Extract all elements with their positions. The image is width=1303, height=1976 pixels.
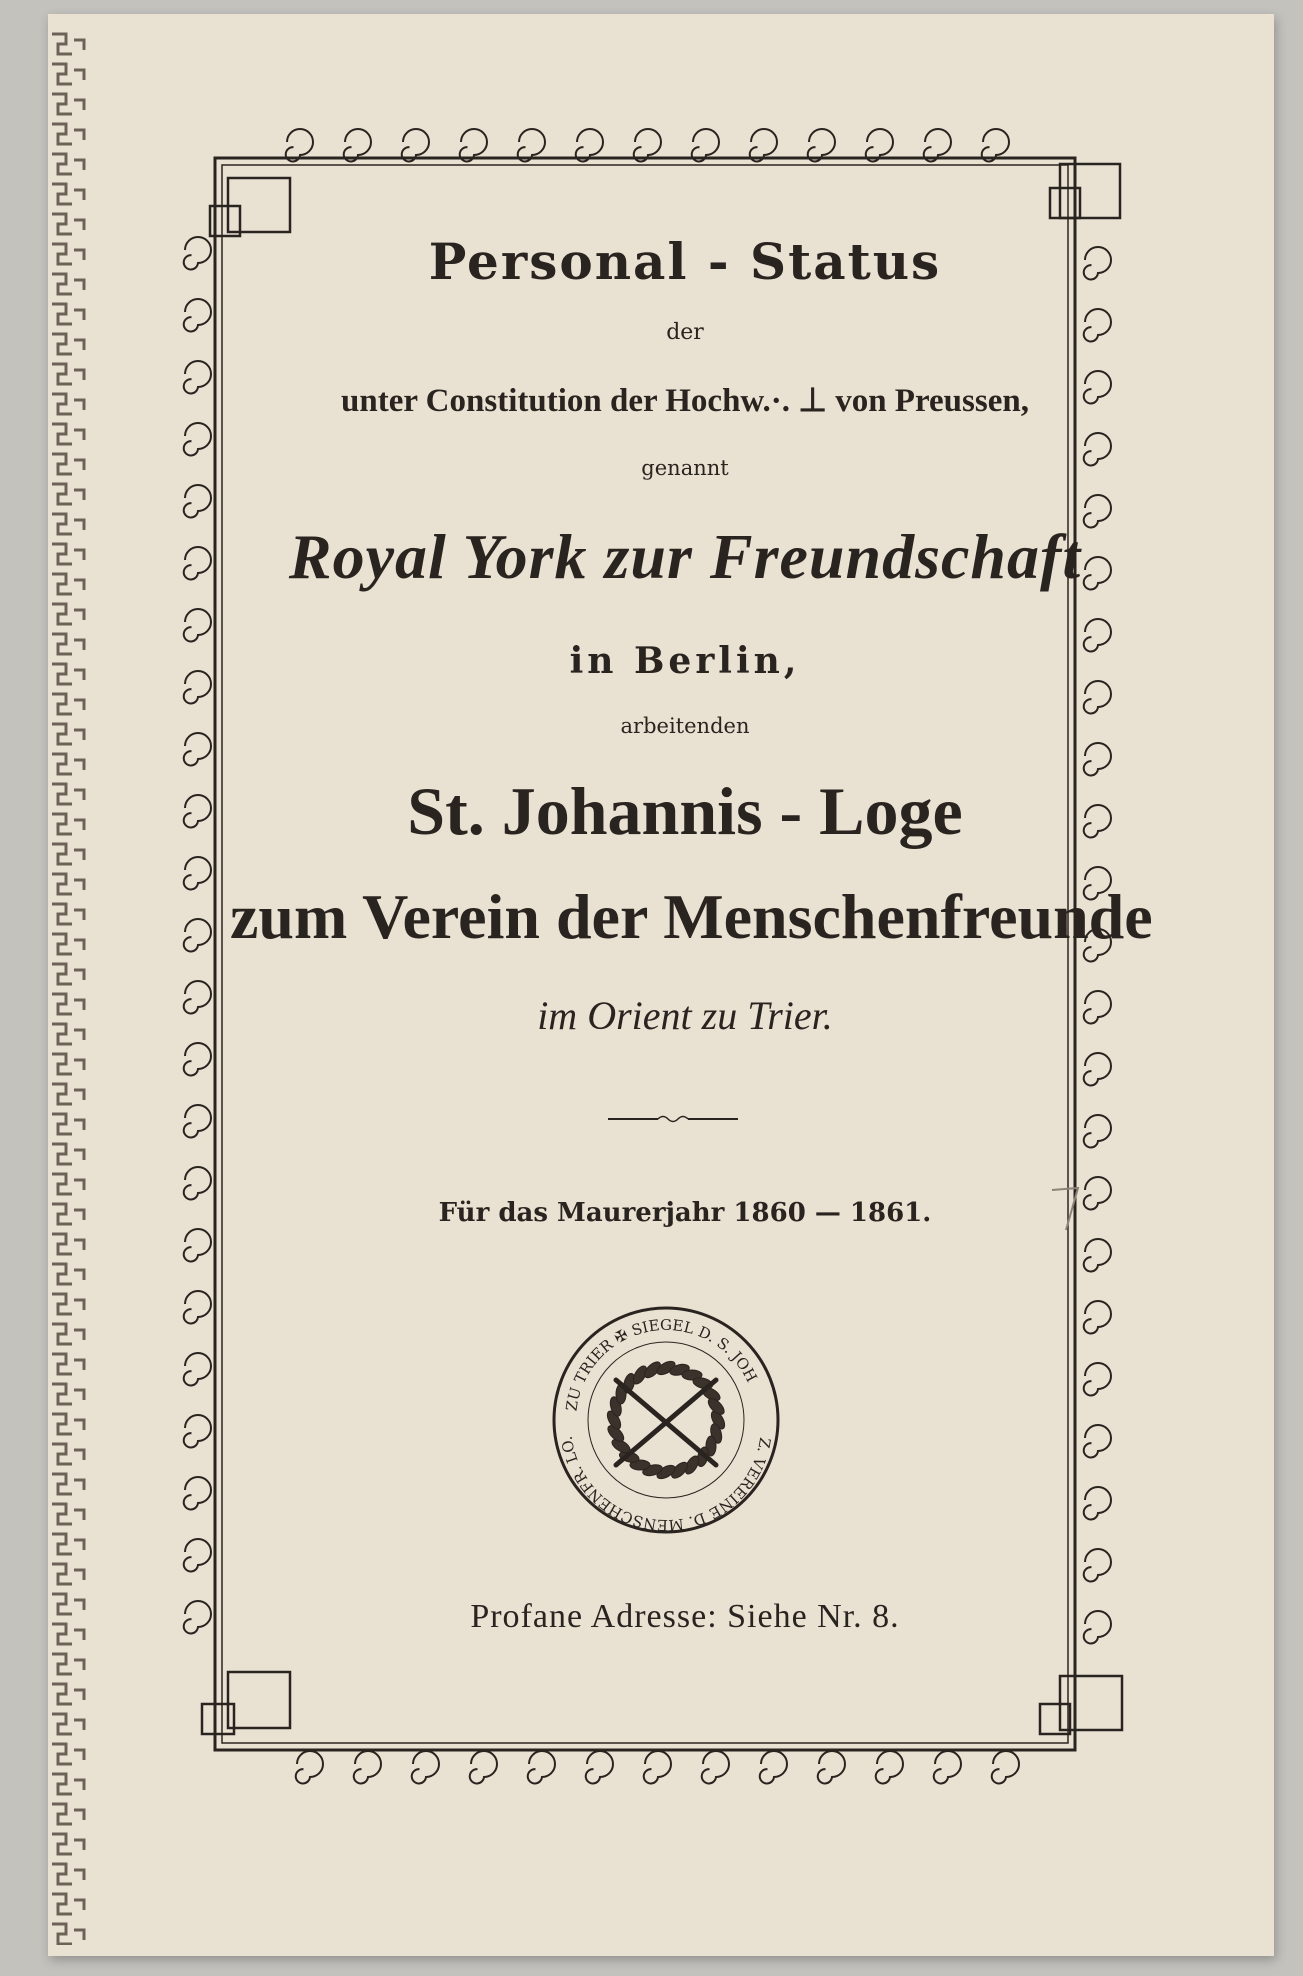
svg-text:Z. VEREINE D. MENSCHENFR. LO. [558,1435,774,1534]
scroll-ornament [586,1751,613,1783]
scroll-ornament [1084,1549,1111,1581]
scroll-ornament [1084,1239,1111,1271]
scroll-ornament [992,1751,1019,1783]
scroll-ornament [184,1167,211,1199]
scroll-ornament [876,1751,903,1783]
scroll-ornament [184,609,211,641]
lodge-seal-stamp [546,1300,786,1540]
scroll-ornament [1084,1487,1111,1519]
scroll-ornament [354,1751,381,1783]
constitution-line [230,380,1140,420]
text-arbeitenden: arbeitenden [620,714,750,738]
scroll-ornament [184,547,211,579]
scroll-ornament [184,857,211,889]
scroll-ornament [184,361,211,393]
scroll-ornament [818,1751,845,1783]
scroll-ornament [184,981,211,1013]
scroll-ornament [184,423,211,455]
scroll-ornament [184,1477,211,1509]
scroll-ornament [184,1601,211,1633]
clasped-hands-icon [616,1380,716,1465]
scroll-ornament [934,1751,961,1783]
scroll-ornament [184,1229,211,1261]
grand-lodge-symbol-icon: ⊥ [798,383,827,419]
scroll-ornament [1084,681,1111,713]
scroll-ornament [184,237,211,269]
text-genannt: genannt [641,456,729,480]
text-der: der [666,320,704,345]
profane-address-line: Profane Adresse: Siehe Nr. 8. [470,1598,900,1635]
masonic-year-line: Für das Maurerjahr 1860 — 1861. [438,1198,932,1228]
pencil-mark [1048,1184,1088,1234]
scroll-ornament [184,795,211,827]
scroll-ornament [184,299,211,331]
scroll-ornament [184,1105,211,1137]
scroll-ornament [644,1751,671,1783]
scroll-ornament [1084,1363,1111,1395]
scroll-ornament [184,1415,211,1447]
location-berlin: in Berlin, [569,640,801,682]
constitution-text: unter Constitution der Hochw.·. [341,383,799,419]
scroll-ornament [1084,743,1111,775]
corner-ornament-top-right [1050,164,1120,218]
scroll-ornament [412,1751,439,1783]
scroll-ornament [184,1291,211,1323]
scroll-ornament [184,1043,211,1075]
scroll-ornament [1084,1425,1111,1457]
lodge-name-royal-york: Royal York zur Freundschaft [288,521,1082,592]
scroll-ornament [184,1539,211,1571]
scroll-ornament [1084,1301,1111,1333]
scroll-ornament [184,919,211,951]
corner-ornament-bottom-right [1040,1676,1122,1734]
scroll-ornament [1084,1053,1111,1085]
scroll-ornament [702,1751,729,1783]
scroll-ornament [184,733,211,765]
scroll-ornament [528,1751,555,1783]
ornamental-divider-icon [608,1112,738,1126]
loge-title-line2: zum Verein der Menschenfreunde [230,881,1153,952]
document-title: Personal - Status [428,232,942,291]
seal-text-bottom: Z. VEREINE D. MENSCHENFR. LO. [557,1434,775,1535]
scroll-ornament [760,1751,787,1783]
seal-text-top: ZU TRIER ✠ SIEGEL D. S. JOH [562,1315,761,1413]
orient-line: im Orient zu Trier. [537,993,833,1038]
loge-title-line1: St. Johannis - Loge [407,773,963,849]
scroll-ornament [184,485,211,517]
scroll-ornament [184,671,211,703]
scroll-ornament [296,1751,323,1783]
scroll-ornament [470,1751,497,1783]
constitution-text-end: von Preussen, [826,383,1029,419]
scroll-ornament [184,1353,211,1385]
scroll-ornament [1084,1115,1111,1147]
